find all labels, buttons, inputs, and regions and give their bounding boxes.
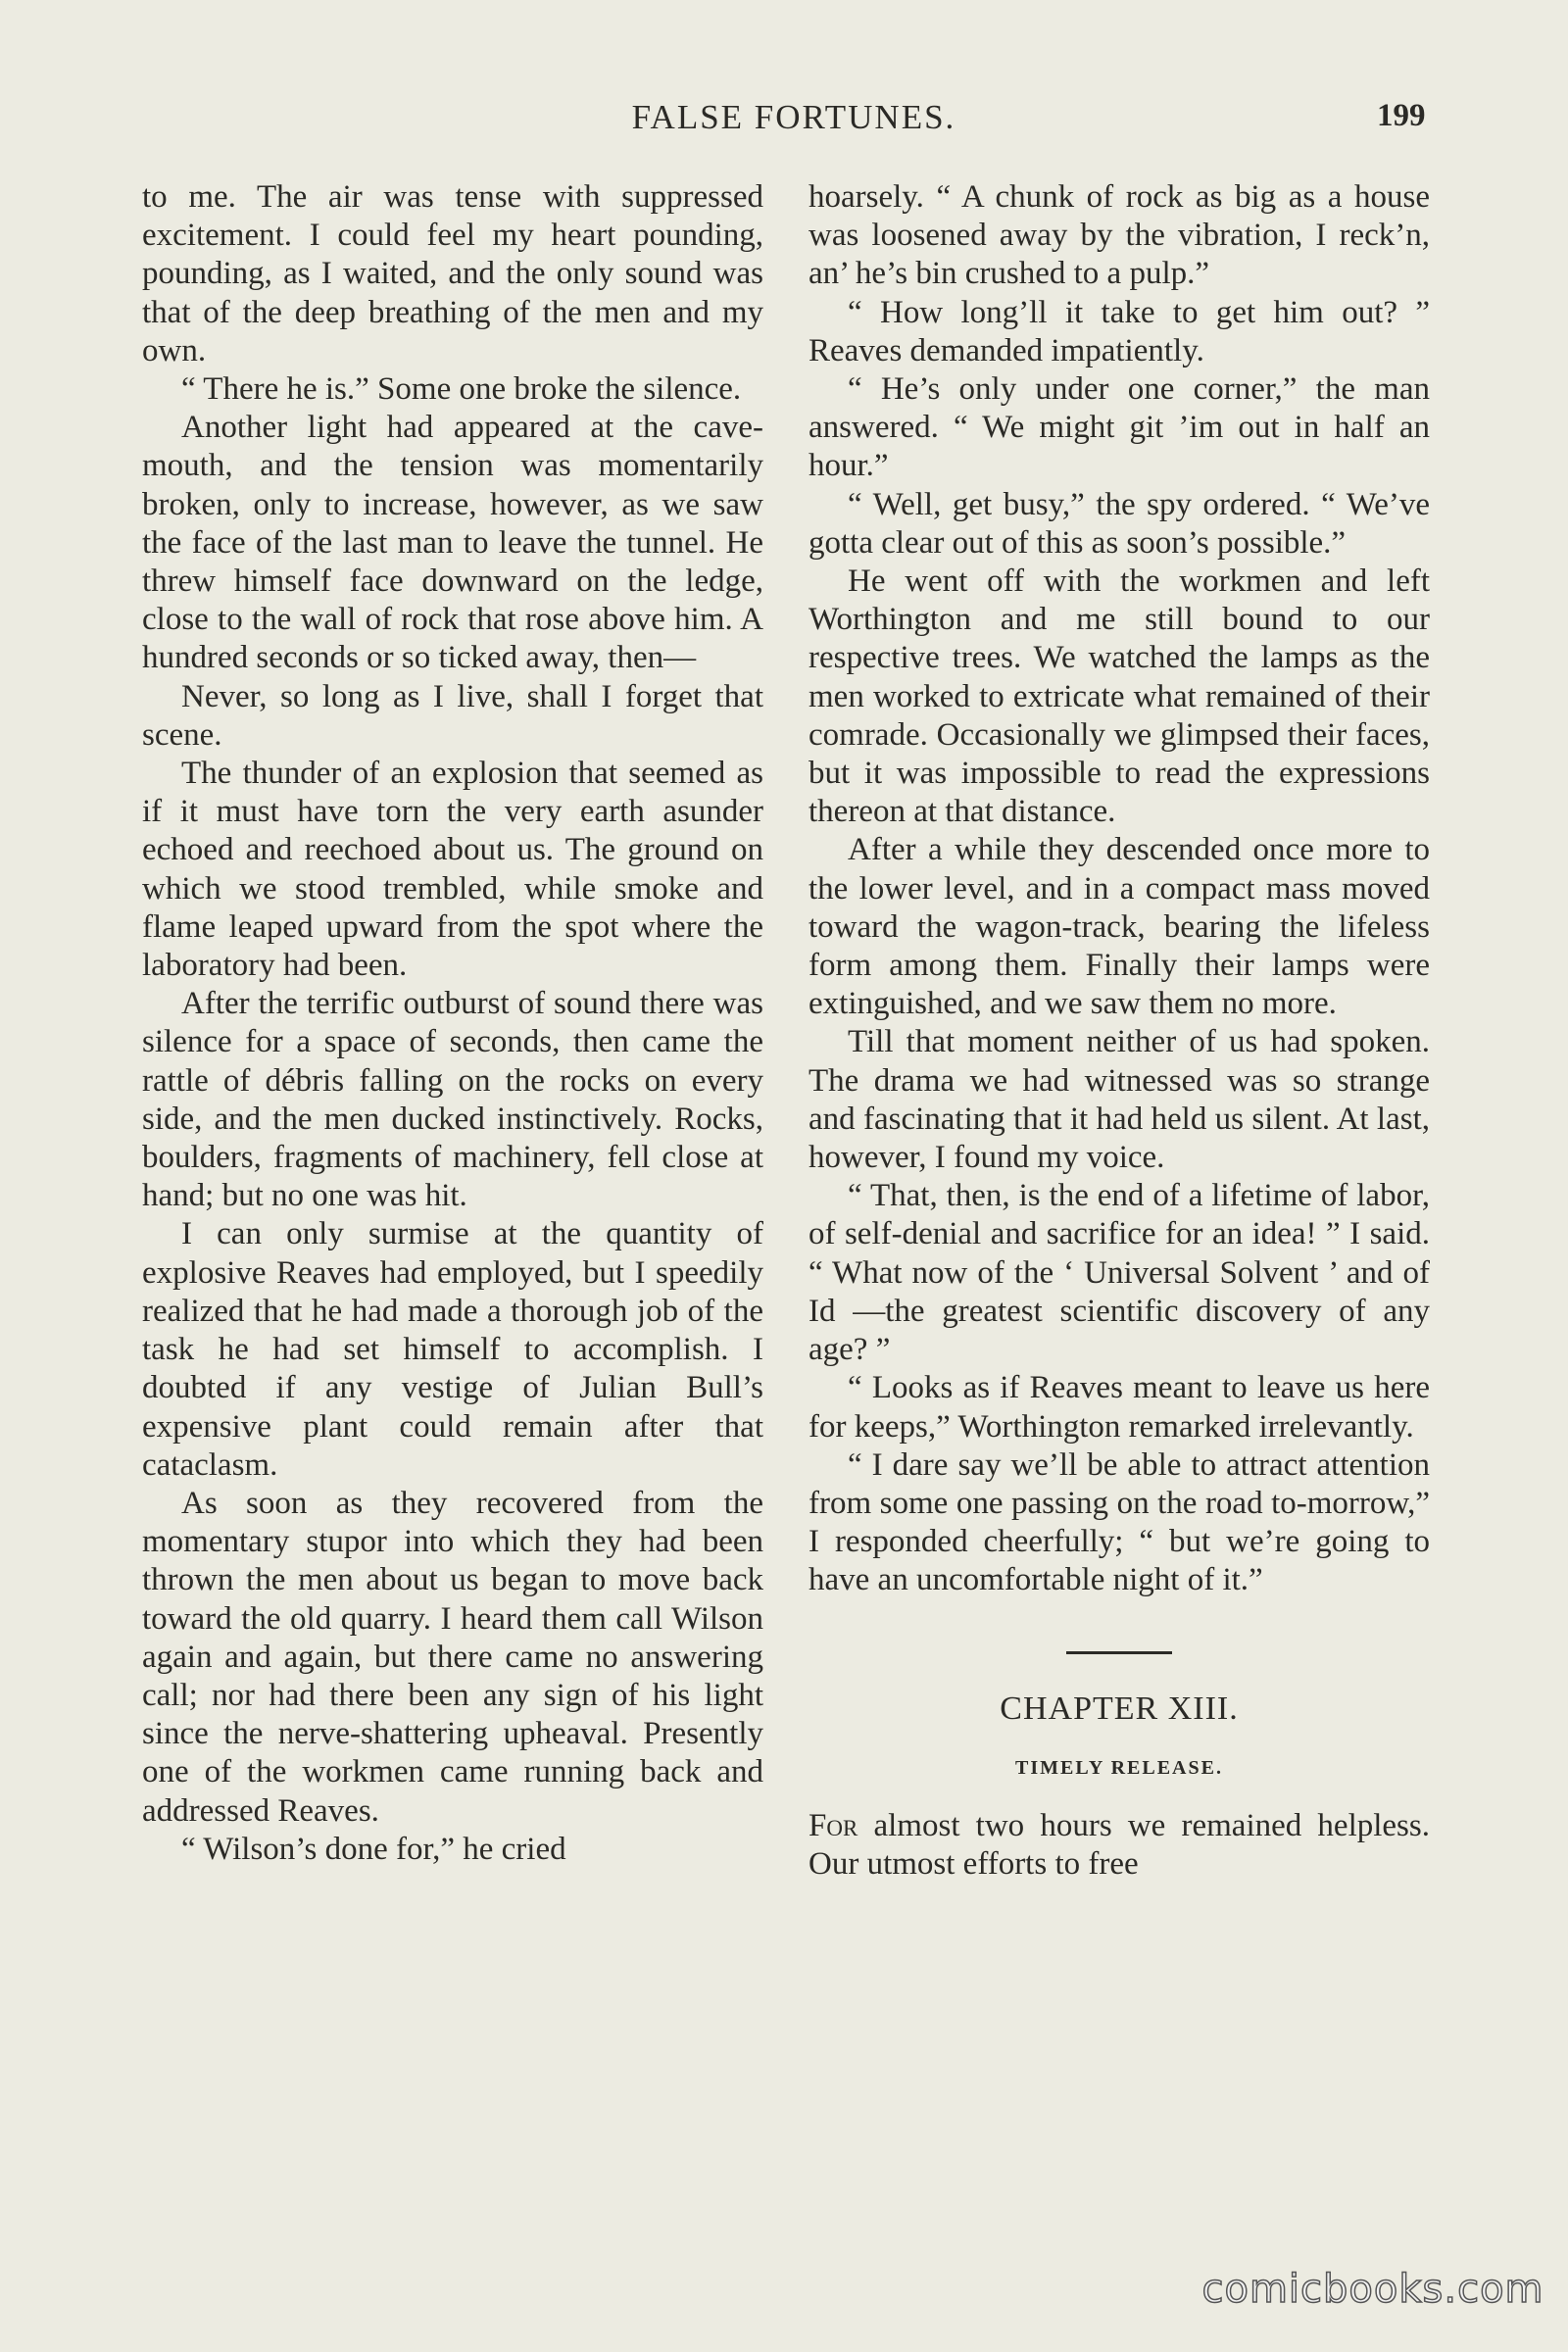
paragraph: hoarsely. “ A chunk of rock as big as a house was loosened away by the vibration, I reck’n, an’ he’s bin crushed to a pulp.” — [808, 179, 1430, 292]
running-head — [0, 98, 1568, 147]
chapter-subtitle: TIMELY RELEASE. — [1015, 1756, 1223, 1779]
running-title: FALSE FORTUNES. — [631, 98, 956, 136]
paragraph: “ He’s only under one corner,” the man answered. “ We might git ’im out in half an hour.” — [808, 371, 1430, 484]
chapter-opening-paragraph — [808, 1807, 1430, 1884]
watermark-logo: comicbooks.com — [1201, 2267, 1544, 2312]
opening-word: For — [808, 1807, 858, 1843]
right-column — [808, 178, 1430, 1884]
paragraph: “ I dare say we’ll be able to attract attention from some one passing on the road to-morrow,” I responded cheerfully; “ but we’re going to have an uncomfortable night of it.” — [808, 1446, 1430, 1598]
paragraph: “ There he is.” Some one broke the silence. — [181, 371, 742, 408]
paragraph: Never, so long as I live, shall I forget that scene. — [142, 678, 763, 753]
paragraph: “ Well, get busy,” the spy ordered. “ We’ve gotta clear out of this as soon’s possible.” — [808, 486, 1430, 561]
paragraph: He went off with the workmen and left Worthington and me still bound to our respective trees. We watched the lamps as the men worked to extricate what remained of their comrade. Occasionally we glimpsed their faces, but it was impossible to read the expressions thereon at that distance. — [808, 564, 1430, 830]
paragraph: The thunder of an explosion that seemed as if it must have torn the very earth asunder echoed and reechoed about us. The ground on which we stood trembled, while smoke and flame leaped upward from the spot where the laboratory had been. — [142, 756, 763, 984]
paragraph: I can only surmise at the quantity of explosive Reaves had employed, but I speedily realized that he had made a thorough job of the task he had set himself to accomplish. I doubted if any vestige of Julian Bull’s expensive plant could remain after that cataclasm. — [142, 1216, 763, 1483]
paragraph: As soon as they recovered from the momentary stupor into which they had been thrown the men about us began to move back toward the old quarry. I heard them call Wilson again and again, but there came no answering call; nor had there been any sign of his light since the nerve-shattering upheaval. Presently one of the workmen came running back and addressed Reaves. — [142, 1485, 763, 1829]
chapter-title: CHAPTER XIII. — [1000, 1690, 1239, 1727]
paragraph: Another light had appeared at the cave-mouth, and the tension was momentarily broken, only to increase, however, as we saw the face of the last man to leave the tunnel. He threw himself face downward on the ledge, close to the wall of rock that rose above him. A hundred seconds or so ticked away, then— — [142, 410, 763, 676]
page-number: 199 — [1377, 98, 1426, 133]
left-column — [142, 178, 763, 1869]
paragraph: “ Wilson’s done for,” he cried — [181, 1831, 566, 1867]
paragraph: Till that moment neither of us had spoken. The drama we had witnessed was so strange and fascinating that it had held us silent. At last, however, I found my voice. — [808, 1024, 1430, 1176]
paragraph: “ How long’ll it take to get him out? ” Reaves demanded impatiently. — [808, 294, 1430, 368]
paragraph: “ Looks as if Reaves meant to leave us here for keeps,” Worthington remarked irrelevantly. — [808, 1370, 1430, 1445]
paragraph: “ That, then, is the end of a lifetime of labor, of self-denial and sacrifice for an idea! ” I said. “ What now of the ‘ Universal Solvent ’ and of Id —the greatest scientific discovery of any age? ” — [808, 1178, 1430, 1368]
chapter-divider-rule — [1066, 1651, 1172, 1654]
paragraph: to me. The air was tense with suppressed excitement. I could feel my heart pounding, pounding, as I waited, and the only sound was that of the deep breathing of the men and my own. — [142, 179, 763, 368]
paragraph: After a while they descended once more to the lower level, and in a compact mass moved toward the wagon-track, bearing the lifeless form among them. Finally their lamps were extinguished, and we saw them no more. — [808, 832, 1430, 1022]
paragraph: After the terrific outburst of sound there was silence for a space of seconds, then came the rattle of débris falling on the rocks on every side, and the men ducked instinctively. Rocks, boulders, fragments of machinery, fell close at hand; but no one was hit. — [142, 986, 763, 1214]
opening-text: almost two hours we remained helpless. Our utmost efforts to free — [808, 1807, 1430, 1883]
